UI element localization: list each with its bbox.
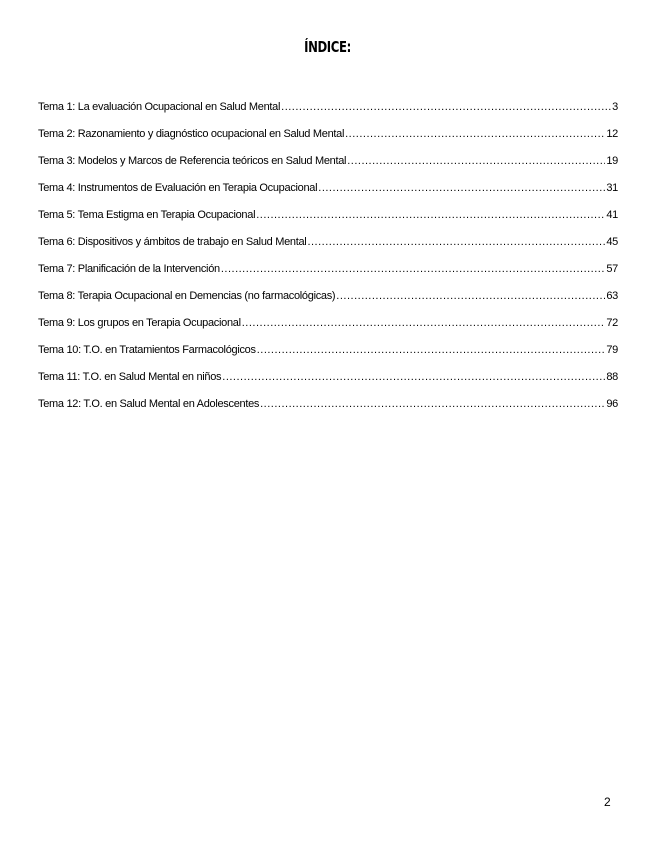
toc-dot-leader: [256, 209, 605, 221]
toc-dot-leader: [222, 371, 605, 383]
toc-entry-page: 31: [606, 182, 618, 194]
toc-dot-leader: [221, 263, 606, 275]
toc-entry: [38, 371, 618, 398]
toc-entry-title: Tema 4: Instrumentos de Evaluación en Terapia Ocupacional: [38, 182, 318, 194]
toc-entry-page: 79: [606, 344, 618, 356]
toc-entry: [38, 317, 618, 344]
toc-dot-leader: [336, 290, 605, 302]
toc-entry-page: 96: [606, 398, 618, 410]
toc-entry-title: Tema 7: Planificación de la Intervención: [38, 263, 220, 275]
toc-entry: [38, 155, 618, 182]
toc-entry-page: 41: [606, 209, 618, 221]
toc-entry: [38, 263, 618, 290]
toc-entry-title: Tema 2: Razonamiento y diagnóstico ocupacional en Salud Mental: [38, 128, 345, 140]
toc-entry-page: 88: [606, 371, 618, 383]
page-number: 2: [604, 795, 611, 809]
toc-entry-title: Tema 12: T.O. en Salud Mental en Adolescentes: [38, 398, 260, 410]
toc-dot-leader: [345, 128, 605, 140]
toc-dot-leader: [307, 236, 605, 248]
toc-entry-title: Tema 11: T.O. en Salud Mental en niños: [38, 371, 222, 383]
toc-entry-page: 72: [606, 317, 618, 329]
toc-entry-page: 12: [606, 128, 618, 140]
toc-entry: [38, 236, 618, 263]
toc-dot-leader: [242, 317, 606, 329]
toc-entry-page: 57: [606, 263, 618, 275]
toc-entry: [38, 128, 618, 155]
toc-entry-page: 3: [612, 101, 618, 113]
toc-dot-leader: [281, 101, 611, 113]
table-of-contents: [38, 101, 618, 425]
page-title: ÍNDICE:: [304, 38, 351, 56]
toc-dot-leader: [257, 344, 606, 356]
toc-entry-page: 19: [606, 155, 618, 167]
toc-entry-title: Tema 8: Terapia Ocupacional en Demencias (no farmacológicas): [38, 290, 336, 302]
toc-entry-title: Tema 9: Los grupos en Terapia Ocupacional: [38, 317, 241, 329]
toc-entry-title: Tema 10: T.O. en Tratamientos Farmacológicos: [38, 344, 256, 356]
toc-entry-title: Tema 5: Tema Estigma en Terapia Ocupacional: [38, 209, 256, 221]
toc-entry: [38, 344, 618, 371]
toc-dot-leader: [260, 398, 605, 410]
toc-dot-leader: [347, 155, 605, 167]
toc-entry: [38, 209, 618, 236]
toc-entry-page: 63: [606, 290, 618, 302]
toc-entry: [38, 398, 618, 425]
toc-entry-page: 45: [606, 236, 618, 248]
toc-entry: [38, 182, 618, 209]
toc-dot-leader: [318, 182, 605, 194]
toc-entry: [38, 290, 618, 317]
toc-entry: [38, 101, 618, 128]
toc-entry-title: Tema 6: Dispositivos y ámbitos de trabajo en Salud Mental: [38, 236, 307, 248]
toc-entry-title: Tema 3: Modelos y Marcos de Referencia teóricos en Salud Mental: [38, 155, 347, 167]
toc-entry-title: Tema 1: La evaluación Ocupacional en Salud Mental: [38, 101, 281, 113]
